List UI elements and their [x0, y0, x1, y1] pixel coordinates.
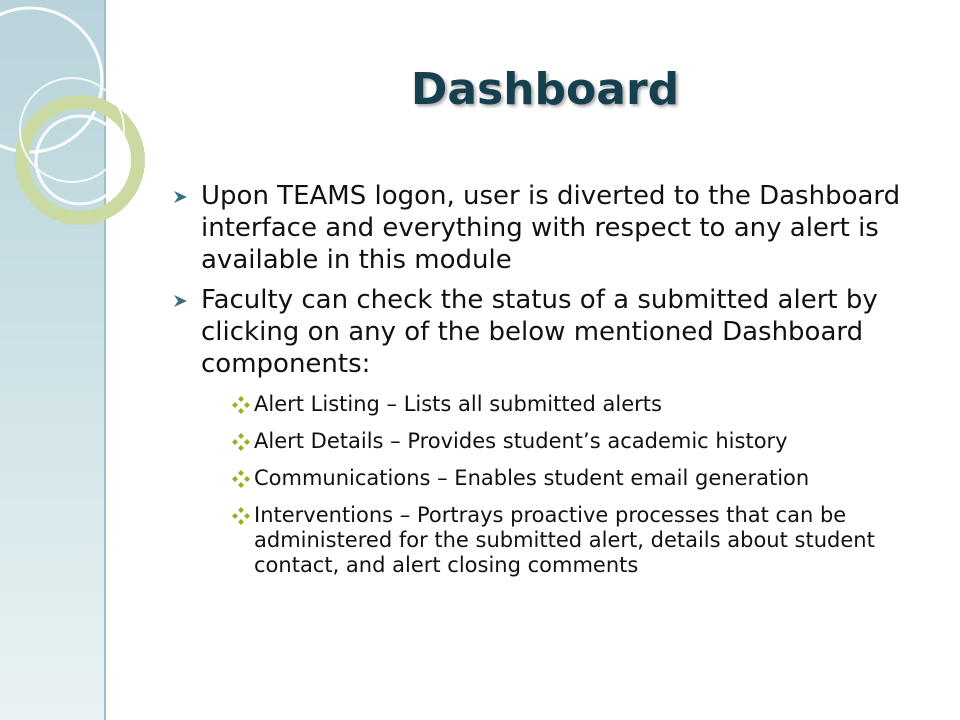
arrow-head-icon: [172, 292, 190, 310]
slide-content: [172, 180, 932, 578]
sub-bullet-text: Alert Listing – Lists all submitted alerts: [254, 392, 662, 416]
sub-bullet-item: [172, 429, 932, 454]
sub-bullet-text: Interventions – Portrays proactive processes that can be administered for the submitted alert, details about student contact, and alert closing comments: [254, 503, 875, 577]
four-diamond-icon: [231, 395, 251, 415]
decor-ring-green-outer: [22, 102, 138, 218]
four-diamond-icon: [231, 432, 251, 452]
sub-bullet-item: [172, 503, 932, 578]
four-diamond-icon: [231, 506, 251, 526]
sub-bullet-text: Alert Details – Provides student’s academic history: [254, 429, 788, 453]
bullet-text: Upon TEAMS logon, user is diverted to the Dashboard interface and everything with respect to any alert is available in this module: [201, 181, 901, 275]
arrow-head-icon: [172, 188, 190, 206]
four-diamond-icon: [231, 469, 251, 489]
sub-bullet-text: Communications – Enables student email generation: [254, 466, 810, 490]
bullet-text: Faculty can check the status of a submitted alert by clicking on any of the below mentioned Dashboard components:: [201, 285, 878, 379]
sub-bullet-item: [172, 466, 932, 491]
bullet-item: [172, 284, 932, 380]
sub-bullet-item: [172, 392, 932, 417]
bullet-item: [172, 180, 932, 276]
decor-ring-green-inner: [36, 116, 124, 204]
decorative-circles: [0, 0, 150, 260]
slide-title: Dashboard: [410, 64, 680, 115]
